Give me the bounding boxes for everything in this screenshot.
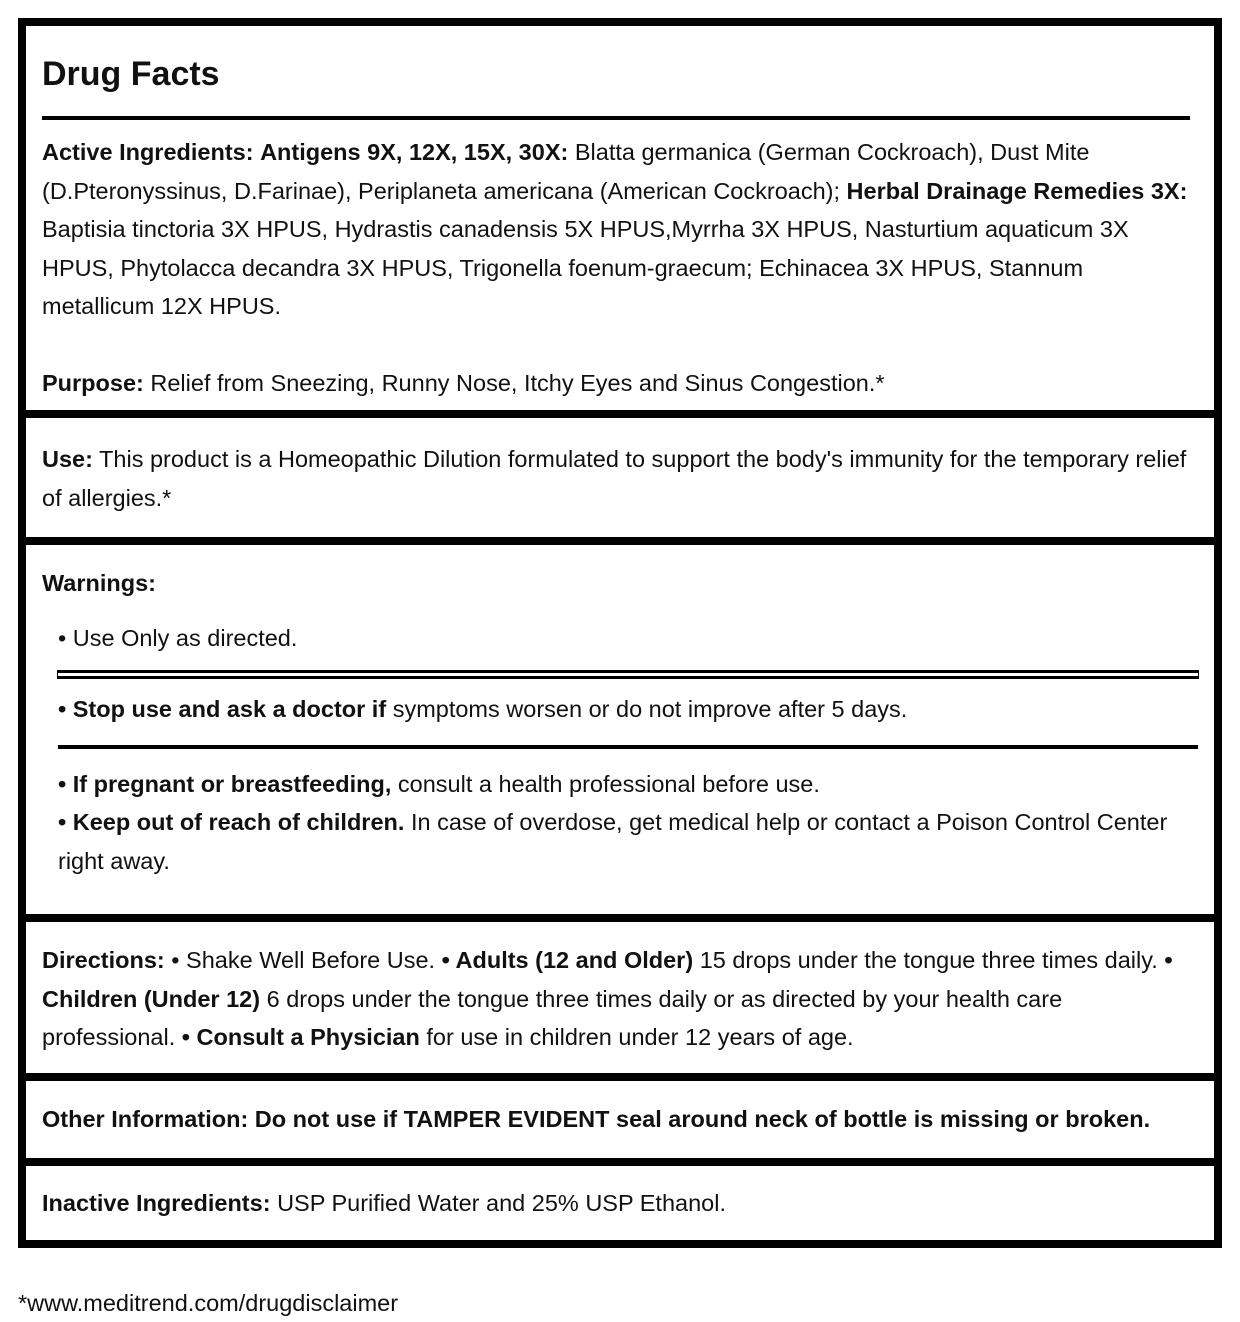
antigens-label: Antigens 9X, 12X, 15X, 30X: xyxy=(260,139,569,165)
purpose-text: Relief from Sneezing, Runny Nose, Itchy Eyes and Sinus Congestion.* xyxy=(150,369,885,396)
active-ingredients xyxy=(42,120,1198,326)
page-title: Drug Facts xyxy=(42,55,220,93)
section-divider xyxy=(26,410,1214,418)
section-divider xyxy=(26,1158,1214,1166)
use-section xyxy=(26,418,1214,537)
directions-bold: • Consult a Physician xyxy=(181,1024,420,1050)
disclaimer-footnote: *www.meditrend.com/drugdisclaimer xyxy=(18,1290,399,1316)
active-label: Active Ingredients: xyxy=(42,139,254,165)
other-information-text: Other Information: Do not use if TAMPER EVIDENT seal around neck of bottle is missing or broken. xyxy=(42,1105,1151,1132)
directions-text: for use in children under 12 years of age. xyxy=(426,1024,854,1050)
warning-text: symptoms worsen or do not improve after 5 days. xyxy=(392,696,908,722)
section-divider xyxy=(26,914,1214,922)
double-divider xyxy=(58,671,1198,678)
warning-divider xyxy=(58,745,1198,749)
drug-facts-panel xyxy=(18,18,1222,1248)
directions-text: 6 drops under the tongue three times daily or as directed by your health care professional. xyxy=(42,985,1063,1050)
directions-bold: • Adults (12 and Older) xyxy=(441,947,694,973)
warning-text: consult a health professional before use. xyxy=(397,770,820,797)
warning-text: In case of overdose, get medical help or contact a Poison Control Center right away. xyxy=(58,809,1168,874)
purpose xyxy=(42,364,1198,411)
directions-bold: • Children (Under 12) xyxy=(42,947,1173,1012)
directions-text: • Shake Well Before Use. xyxy=(171,947,436,973)
use-label: Use: xyxy=(42,446,93,472)
directions-label: Directions: xyxy=(42,947,165,973)
warning-item xyxy=(42,690,1198,729)
inactive-text: USP Purified Water and 25% USP Ethanol. xyxy=(277,1190,726,1216)
warning-bold: • If pregnant or breastfeeding, xyxy=(58,770,392,797)
warning-item: • Use Only as directed. xyxy=(58,624,298,651)
warnings-section xyxy=(26,545,1214,914)
use-text: This product is a Homeopathic Dilution formulated to support the body's immunity for the temporary relief of allergies.* xyxy=(42,446,1187,511)
directions-section xyxy=(26,922,1214,1073)
antigens-text: Blatta germanica (German Cockroach), Dust Mite (D.Pteronyssinus, D.Farinae), Periplaneta americana (American Cockroach); xyxy=(42,139,1090,204)
inactive-label: Inactive Ingredients: xyxy=(42,1190,271,1216)
warning-bold: • Keep out of reach of children. xyxy=(58,809,405,835)
herbal-text: Baptisia tinctoria 3X HPUS, Hydrastis canadensis 5X HPUS,Myrrha 3X HPUS, Nasturtium aquaticum 3X HPUS, Phytolacca decandra 3X HPUS, Trigonella foenum-graecum; Echinacea 3X HPUS, Stannum metallicum 12X HPUS. xyxy=(42,216,1129,319)
other-information-section xyxy=(26,1081,1214,1159)
herbal-label: Herbal Drainage Remedies 3X: xyxy=(846,177,1188,204)
warning-item xyxy=(42,765,1198,804)
directions-text: 15 drops under the tongue three times daily. xyxy=(699,947,1158,973)
warning-bold: • Stop use and ask a doctor if xyxy=(58,696,387,722)
section-divider xyxy=(26,1073,1214,1081)
purpose-label: Purpose: xyxy=(42,369,144,396)
section-divider xyxy=(26,537,1214,545)
title-section xyxy=(26,26,1214,410)
warnings-label: Warnings: xyxy=(42,570,157,596)
warning-item xyxy=(42,803,1198,914)
inactive-ingredients-section xyxy=(26,1166,1214,1240)
